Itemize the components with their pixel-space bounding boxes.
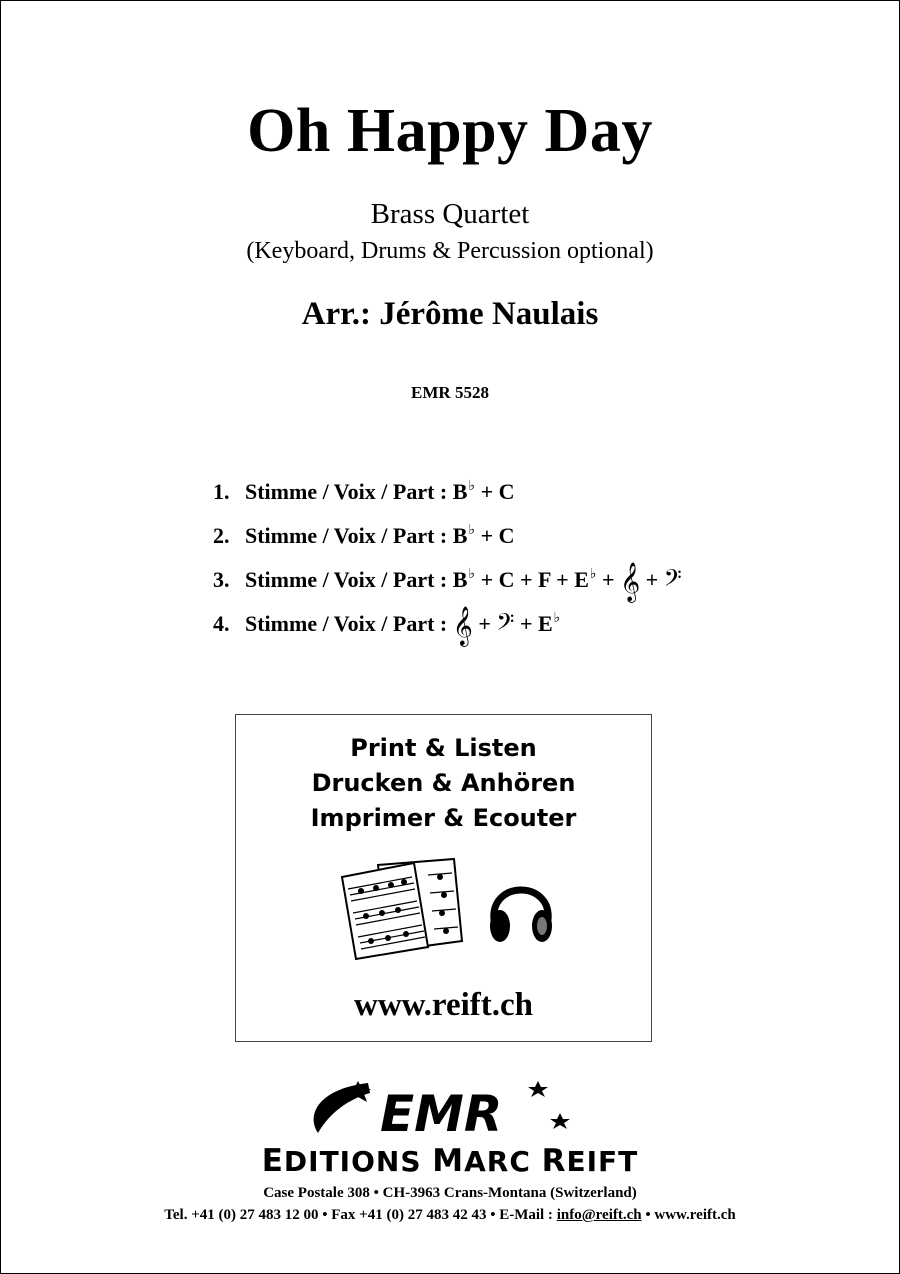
logo-text: EMR	[380, 1085, 503, 1143]
promo-line-de: Drucken & Anhören	[311, 769, 576, 797]
part-row: 4. Stimme / Voix / Part : 𝄞 + 𝄢 + E♭	[213, 606, 561, 646]
key-e: E	[537, 611, 553, 636]
treble-clef-icon: 𝄞	[620, 562, 641, 602]
part-row: 1. Stimme / Voix / Part : B♭ + C	[213, 479, 515, 504]
part-number: 3.	[213, 567, 230, 592]
page-title: Oh Happy Day	[247, 97, 653, 165]
arranger: Arr.: Jérôme Naulais	[301, 296, 599, 332]
flat-sign: ♭	[468, 567, 476, 582]
part-number: 4.	[213, 611, 230, 636]
flat-sign: ♭	[468, 523, 476, 538]
key-b: B	[452, 567, 468, 592]
flat-sign: ♭	[468, 479, 476, 494]
headphones-icon	[486, 870, 556, 950]
publisher-contact: Tel. +41 (0) 27 483 12 00 • Fax +41 (0) 27 483 42 43 • E-Mail : info@reift.ch • www.reift.ch	[164, 1207, 736, 1223]
flat-sign: ♭	[553, 611, 561, 626]
part-label: Stimme / Voix / Part :	[245, 567, 448, 592]
bass-clef-icon: 𝄢	[496, 608, 515, 641]
bass-clef-icon: 𝄢	[663, 564, 682, 597]
key-f: F	[538, 567, 551, 592]
key-b: B	[452, 479, 468, 504]
parts-list	[213, 476, 682, 652]
publisher-name: EDITIONS MARC REIFT	[261, 1143, 639, 1179]
print-listen-box	[235, 714, 652, 1042]
website-url[interactable]: www.reift.ch	[353, 987, 534, 1023]
flat-sign: ♭	[589, 567, 597, 582]
part-label: Stimme / Voix / Part :	[245, 611, 448, 636]
promo-line-fr: Imprimer & Ecouter	[310, 804, 577, 832]
key-e: E	[574, 567, 589, 592]
key-b: B	[452, 523, 468, 548]
part-row: 3. Stimme / Voix / Part : B♭ + C + F + E♭ + 𝄞 + 𝄢	[213, 562, 682, 602]
emr-logo	[298, 1075, 598, 1145]
sheet-music-icon	[336, 855, 466, 960]
part-row: 2. Stimme / Voix / Part : B♭ + C	[213, 523, 515, 548]
part-number: 2.	[213, 523, 230, 548]
instrumentation: (Keyboard, Drums & Percussion optional)	[246, 238, 654, 264]
publisher-address: Case Postale 308 • CH-3963 Crans-Montana (Switzerland)	[263, 1185, 637, 1201]
key-c: C	[498, 567, 515, 592]
treble-clef-icon: 𝄞	[452, 606, 473, 646]
key-c: C	[498, 479, 515, 504]
email-link[interactable]: info@reift.ch	[556, 1207, 642, 1223]
part-label: Stimme / Voix / Part :	[245, 479, 448, 504]
catalog-number: EMR 5528	[411, 383, 489, 402]
promo-line-en: Print & Listen	[350, 734, 537, 762]
subtitle: Brass Quartet	[370, 198, 530, 230]
part-label: Stimme / Voix / Part :	[245, 523, 448, 548]
part-number: 1.	[213, 479, 230, 504]
key-c: C	[498, 523, 515, 548]
